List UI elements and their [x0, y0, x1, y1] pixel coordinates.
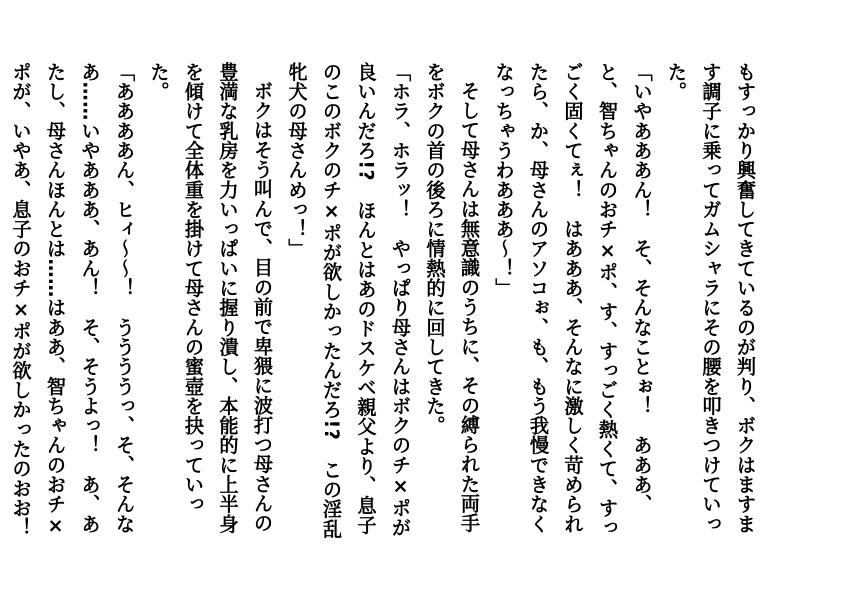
paragraph-2: 「いやあああん！ そ、そんなことぉ！ あああ、と、智ちゃんのおチ×ポ、す、すっごく熱くて、すっごく固くてぇ！ はあああ、そんなに激しく苛められたら、か、母さんのアソコぉ、も、もう我慢できなくなっちゃうわあああ～！」 [492, 62, 654, 538]
vertical-text-body [9, 62, 762, 542]
paragraph-5: ボクはそう叫んで、目の前で卑猥に波打つ母さんの豊満な乳房を力いっぱいに握り潰し、本能的に上半身を傾けて全体重を掛けて母さんの蜜壺を抉っていった。 [147, 62, 274, 534]
paragraph-1: もすっかり興奮してきているのが判り、ボクはますます調子に乗ってガムシャラにその腰を叩きつけていった。 [665, 62, 757, 534]
paragraph-6: 「ああああん、ヒィ～～！ ううううっ、そ、そんなあ……いやあああ、あん！ そ、そうよっ！ あ、あたし、母さんほんとは……はああ、智ちゃんのおチ×ポが、いやあ、息子のおチ×ポが欲しかったのおお！ [9, 62, 136, 538]
paragraph-3: そして母さんは無意識のうちに、その縛られた両手をボクの首の後ろに情熱的に回してきた。 [423, 62, 481, 534]
paragraph-4: 「ホラ、ホラッ！ やっぱり母さんはボクのチ×ポが良いんだろ!? ほんとはあのドスケベ親父より、息子のこのボクのチ×ポが欲しかったんだろ!? この淫乱牝犬の母さんめっ！」 [285, 62, 412, 539]
